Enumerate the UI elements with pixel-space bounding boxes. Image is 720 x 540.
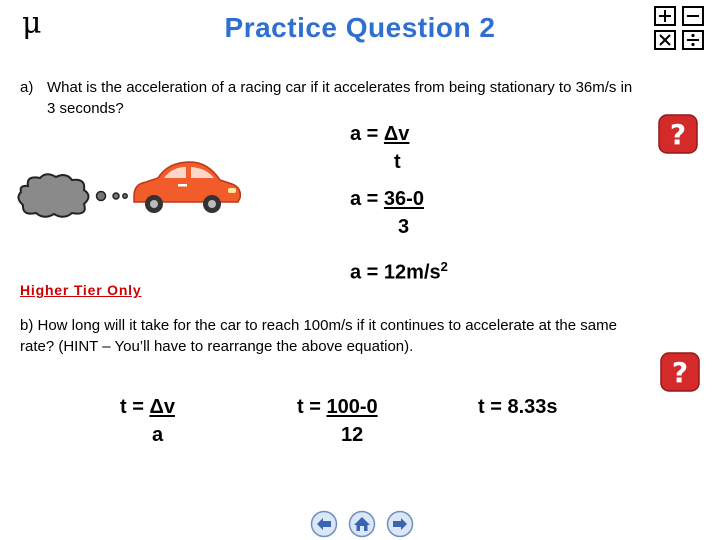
equation-a-sub-numerator: 36-0	[383, 188, 424, 210]
equation-b-sub-denominator: 12	[341, 424, 364, 446]
mu-symbol: μ	[22, 6, 42, 41]
equation-b-result: t = 8.33s	[478, 396, 558, 418]
home-icon[interactable]	[348, 510, 376, 538]
svg-text:?: ?	[671, 356, 689, 389]
racing-car-icon	[128, 158, 244, 218]
equation-b-denominator: a	[152, 424, 164, 446]
equation-b-numerator: Δv	[149, 396, 175, 418]
back-arrow-icon[interactable]	[310, 510, 338, 538]
question-a-line1: What is the acceleration of a racing car if it accelerates from being stationary to 36m/s in	[47, 79, 633, 96]
question-a-label: a)	[20, 79, 34, 96]
question-b-line2: rate? (HINT – You’ll have to rearrange the above equation).	[20, 338, 414, 355]
maths-operators-icon	[652, 4, 708, 52]
equation-a-definition: a = Δv t	[350, 120, 409, 176]
question-b-text	[20, 315, 710, 357]
question-a-line2: 3 seconds?	[47, 100, 124, 117]
svg-text:?: ?	[669, 118, 687, 151]
higher-tier-note: Higher Tier Only	[20, 282, 142, 298]
equation-a-denominator: t	[394, 151, 401, 173]
exhaust-cloud-icon	[14, 172, 94, 220]
equation-a-sub-denominator: 3	[398, 216, 410, 238]
equation-a-numerator: Δv	[383, 123, 410, 145]
equation-a-result: $a = 12m/s^2$	[350, 259, 448, 284]
equation-a-substitution: a = 36-0 3	[350, 185, 424, 241]
question-mark-icon[interactable]	[658, 114, 698, 154]
equation-b-sub-numerator: 100-0	[326, 396, 378, 418]
question-mark-icon[interactable]	[660, 352, 700, 392]
question-b-line1: b) How long will it take for the car to reach 100m/s if it continues to accelerate at the same	[20, 317, 617, 334]
forward-arrow-icon[interactable]	[386, 510, 414, 538]
equation-b-substitution: t = 100-0 12	[297, 393, 378, 449]
equation-b-definition: t = Δv a	[120, 393, 175, 449]
question-a-text	[20, 77, 710, 119]
page-title: Practice Question 2	[224, 12, 496, 43]
